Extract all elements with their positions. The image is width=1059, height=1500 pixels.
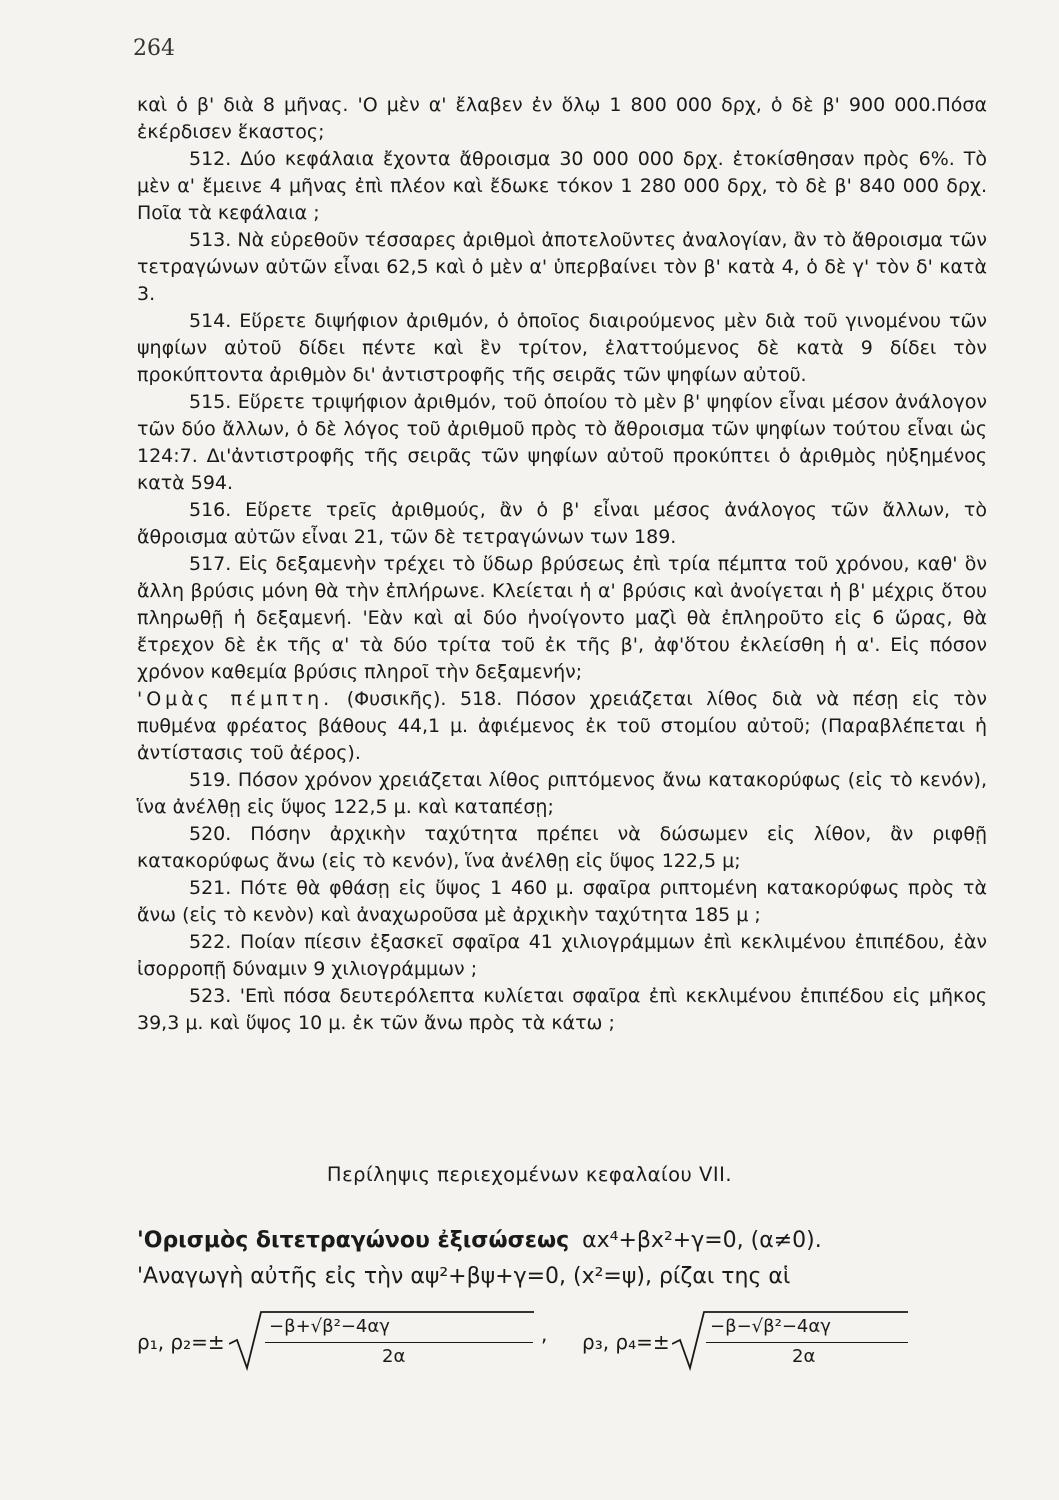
- roots-right-label: ρ₃, ρ₄=±: [582, 1330, 670, 1354]
- exercise-522: 522. Ποίαν πίεσιν ἐξασκεῖ σφαῖρα 41 χιλιογράμμων ἐπὶ κεκλιμένου ἐπιπέδου, ἐὰν ἰσορροπῇ δύναμιν 9 χιλιογράμμων ;: [137, 931, 987, 980]
- exercise-519: 519. Πόσον χρόνον χρειάζεται λίθος ριπτόμενος ἄνω κατακορύφως (εἰς τὸ κενόν), ἵνα ἀνέλθῃ εἰς ὕψος 122,5 μ. καὶ καταπέσῃ;: [137, 769, 987, 818]
- page-number: 264: [133, 36, 175, 61]
- summary-heading: Περίληψις περιεχομένων κεφαλαίου VII.: [326, 1163, 733, 1186]
- roots-left-label: ρ₁, ρ₂=±: [137, 1330, 225, 1354]
- reduction-line: 'Αναγωγὴ αὐτῆς εἰς τὴν αψ²+βψ+γ=0, (x²=ψ), ρίζαι της αἱ: [137, 1264, 791, 1289]
- exercise-517: 517. Εἰς δεξαμενὴν τρέχει τὸ ὕδωρ βρύσεως ἐπὶ τρία πέμπτα τοῦ χρόνου, καθ' ὃν ἄλλη βρύσις μόνη θὰ τὴν ἐπλήρωνε. Κλείεται ἡ α' βρύσις καὶ ἀνοίγεται ἡ β' μέχρις ὅτου πληρωθῇ ἡ δεξαμενή. 'Εὰν καὶ αἱ δύο ἠνοίγοντο μαζὶ θὰ ἐπληροῦτο εἰς 6 ὥρας, θὰ ἔτρεχον δὲ ἐκ τῆς α' τὰ δύο τρίτα τοῦ ἐκ τῆς β', ἀφ'ὅτου ἐκλείσθη ἡ α'. Εἰς πόσον χρόνον καθεμία βρύσις πληροῖ τὴν δεξαμενήν;: [137, 553, 987, 683]
- roots-left-denominator: 2α: [382, 1346, 406, 1367]
- definition-line: [137, 1228, 993, 1253]
- exercise-516: 516. Εὕρετε τρεῖς ἀριθμούς, ἂν ὁ β' εἶναι μέσος ἀνάλογος τῶν ἄλλων, τὸ ἄθροισμα αὐτῶν εἶναι 21, τῶν δὲ τετραγώνων των 189.: [137, 499, 987, 548]
- exercise-515: 515. Εὕρετε τριψήφιον ἀριθμόν, τοῦ ὁποίου τὸ μὲν β' ψηφίον εἶναι μέσον ἀνάλογον τῶν δύο ἄλλων, ὁ δὲ λόγος τοῦ ἀριθμοῦ πρὸς τὸ ἄθροισμα τῶν ψηφίων τούτου εἶναι ὡς 124:7. Δι'ἀντιστροφῆς τῆς σειρᾶς τῶν ψηφίων αὐτοῦ προκύπτει ὁ ἀριθμὸς ηὐξημένος κατὰ 594.: [137, 391, 987, 494]
- exercise-513: 513. Νὰ εὑρεθοῦν τέσσαρες ἀριθμοὶ ἀποτελοῦντες ἀναλογίαν, ἂν τὸ ἄθροισμα τῶν τετραγώνων αὐτῶν εἶναι 62,5 καὶ ὁ μὲν α' ὑπερβαίνει τὸν β' κατὰ 4, ὁ δὲ γ' τὸν δ' κατὰ 3.: [137, 229, 987, 305]
- exercise-521: 521. Πότε θὰ φθάσῃ εἰς ὕψος 1 460 μ. σφαῖρα ριπτομένη κατακορύφως πρὸς τὰ ἄνω (εἰς τὸ κενὸν) καὶ ἀναχωροῦσα μὲ ἀρχικὴν ταχύτητα 185 μ ;: [137, 877, 987, 926]
- roots-right-denominator: 2α: [792, 1346, 816, 1367]
- roots-right-numerator: −β−√β²−4αγ: [710, 1316, 831, 1337]
- exercise-list: [137, 92, 987, 1037]
- fraction-bar-right: [706, 1342, 908, 1343]
- roots-formula-left: [137, 1308, 557, 1378]
- exercise-518-text: (Φυσικῆς). 518. Πόσον χρειάζεται λίθος διὰ νὰ πέσῃ εἰς τὸν πυθμένα φρέατος βάθους 44,1 μ. ἀφιέμενος ἐκ τοῦ στομίου αὐτοῦ; (Παραβλέπεται ἡ ἀντίστασις τοῦ ἀέρος).: [137, 688, 987, 764]
- exercise-paragraph: καὶ ὁ β' διὰ 8 μῆνας. 'Ο μὲν α' ἔλαβεν ἐν ὅλῳ 1 800 000 δρχ, ὁ δὲ β' 900 000.Πόσα ἐκέρδισεν ἕκαστος;: [137, 94, 987, 143]
- roots-left-numerator: −β+√β²−4αγ: [269, 1316, 390, 1337]
- roots-formula-right: [582, 1308, 922, 1378]
- fraction-bar-left: [265, 1342, 533, 1343]
- exercise-520: 520. Πόσην ἀρχικὴν ταχύτητα πρέπει νὰ δώσωμεν εἰς λίθον, ἂν ριφθῇ κατακορύφως ἄνω (εἰς τὸ κενόν), ἵνα ἀνέλθῃ εἰς ὕψος 122,5 μ;: [137, 823, 987, 872]
- exercise-512: 512. Δύο κεφάλαια ἔχοντα ἄθροισμα 30 000 000 δρχ. ἐτοκίσθησαν πρὸς 6%. Τὸ μὲν α' ἔμεινε 4 μῆνας ἐπὶ πλέον καὶ ἔδωκε τόκον 1 280 000 δρχ, τὸ δὲ β' 840 000 δρχ. Ποῖα τὰ κεφάλαια ;: [137, 148, 987, 224]
- group-label: 'Ομὰς πέμπτη.: [137, 688, 334, 710]
- exercise-523: 523. 'Επὶ πόσα δευτερόλεπτα κυλίεται σφαῖρα ἐπὶ κεκλιμένου ἐπιπέδου εἰς μῆκος 39,3 μ. καὶ ὕψος 10 μ. ἐκ τῶν ἄνω πρὸς τὰ κάτω ;: [137, 985, 987, 1034]
- definition-label: 'Ορισμὸς διτετραγώνου ἐξισώσεως: [137, 1228, 570, 1253]
- roots-separator: ,: [541, 1322, 548, 1346]
- definition-equation: αx⁴+βx²+γ=0, (α≠0).: [582, 1228, 822, 1253]
- exercise-514: 514. Εὕρετε διψήφιον ἀριθμόν, ὁ ὁποῖος διαιρούμενος μὲν διὰ τοῦ γινομένου τῶν ψηφίων αὐτοῦ δίδει πέντε καὶ ἓν τρίτον, ἐλαττούμενος δὲ κατὰ 9 δίδει τὸν προκύπτοντα ἀριθμὸν δι' ἀντιστροφῆς τῆς σειρᾶς τῶν ψηφίων αὐτοῦ.: [137, 310, 987, 386]
- exercise-518: [137, 686, 987, 767]
